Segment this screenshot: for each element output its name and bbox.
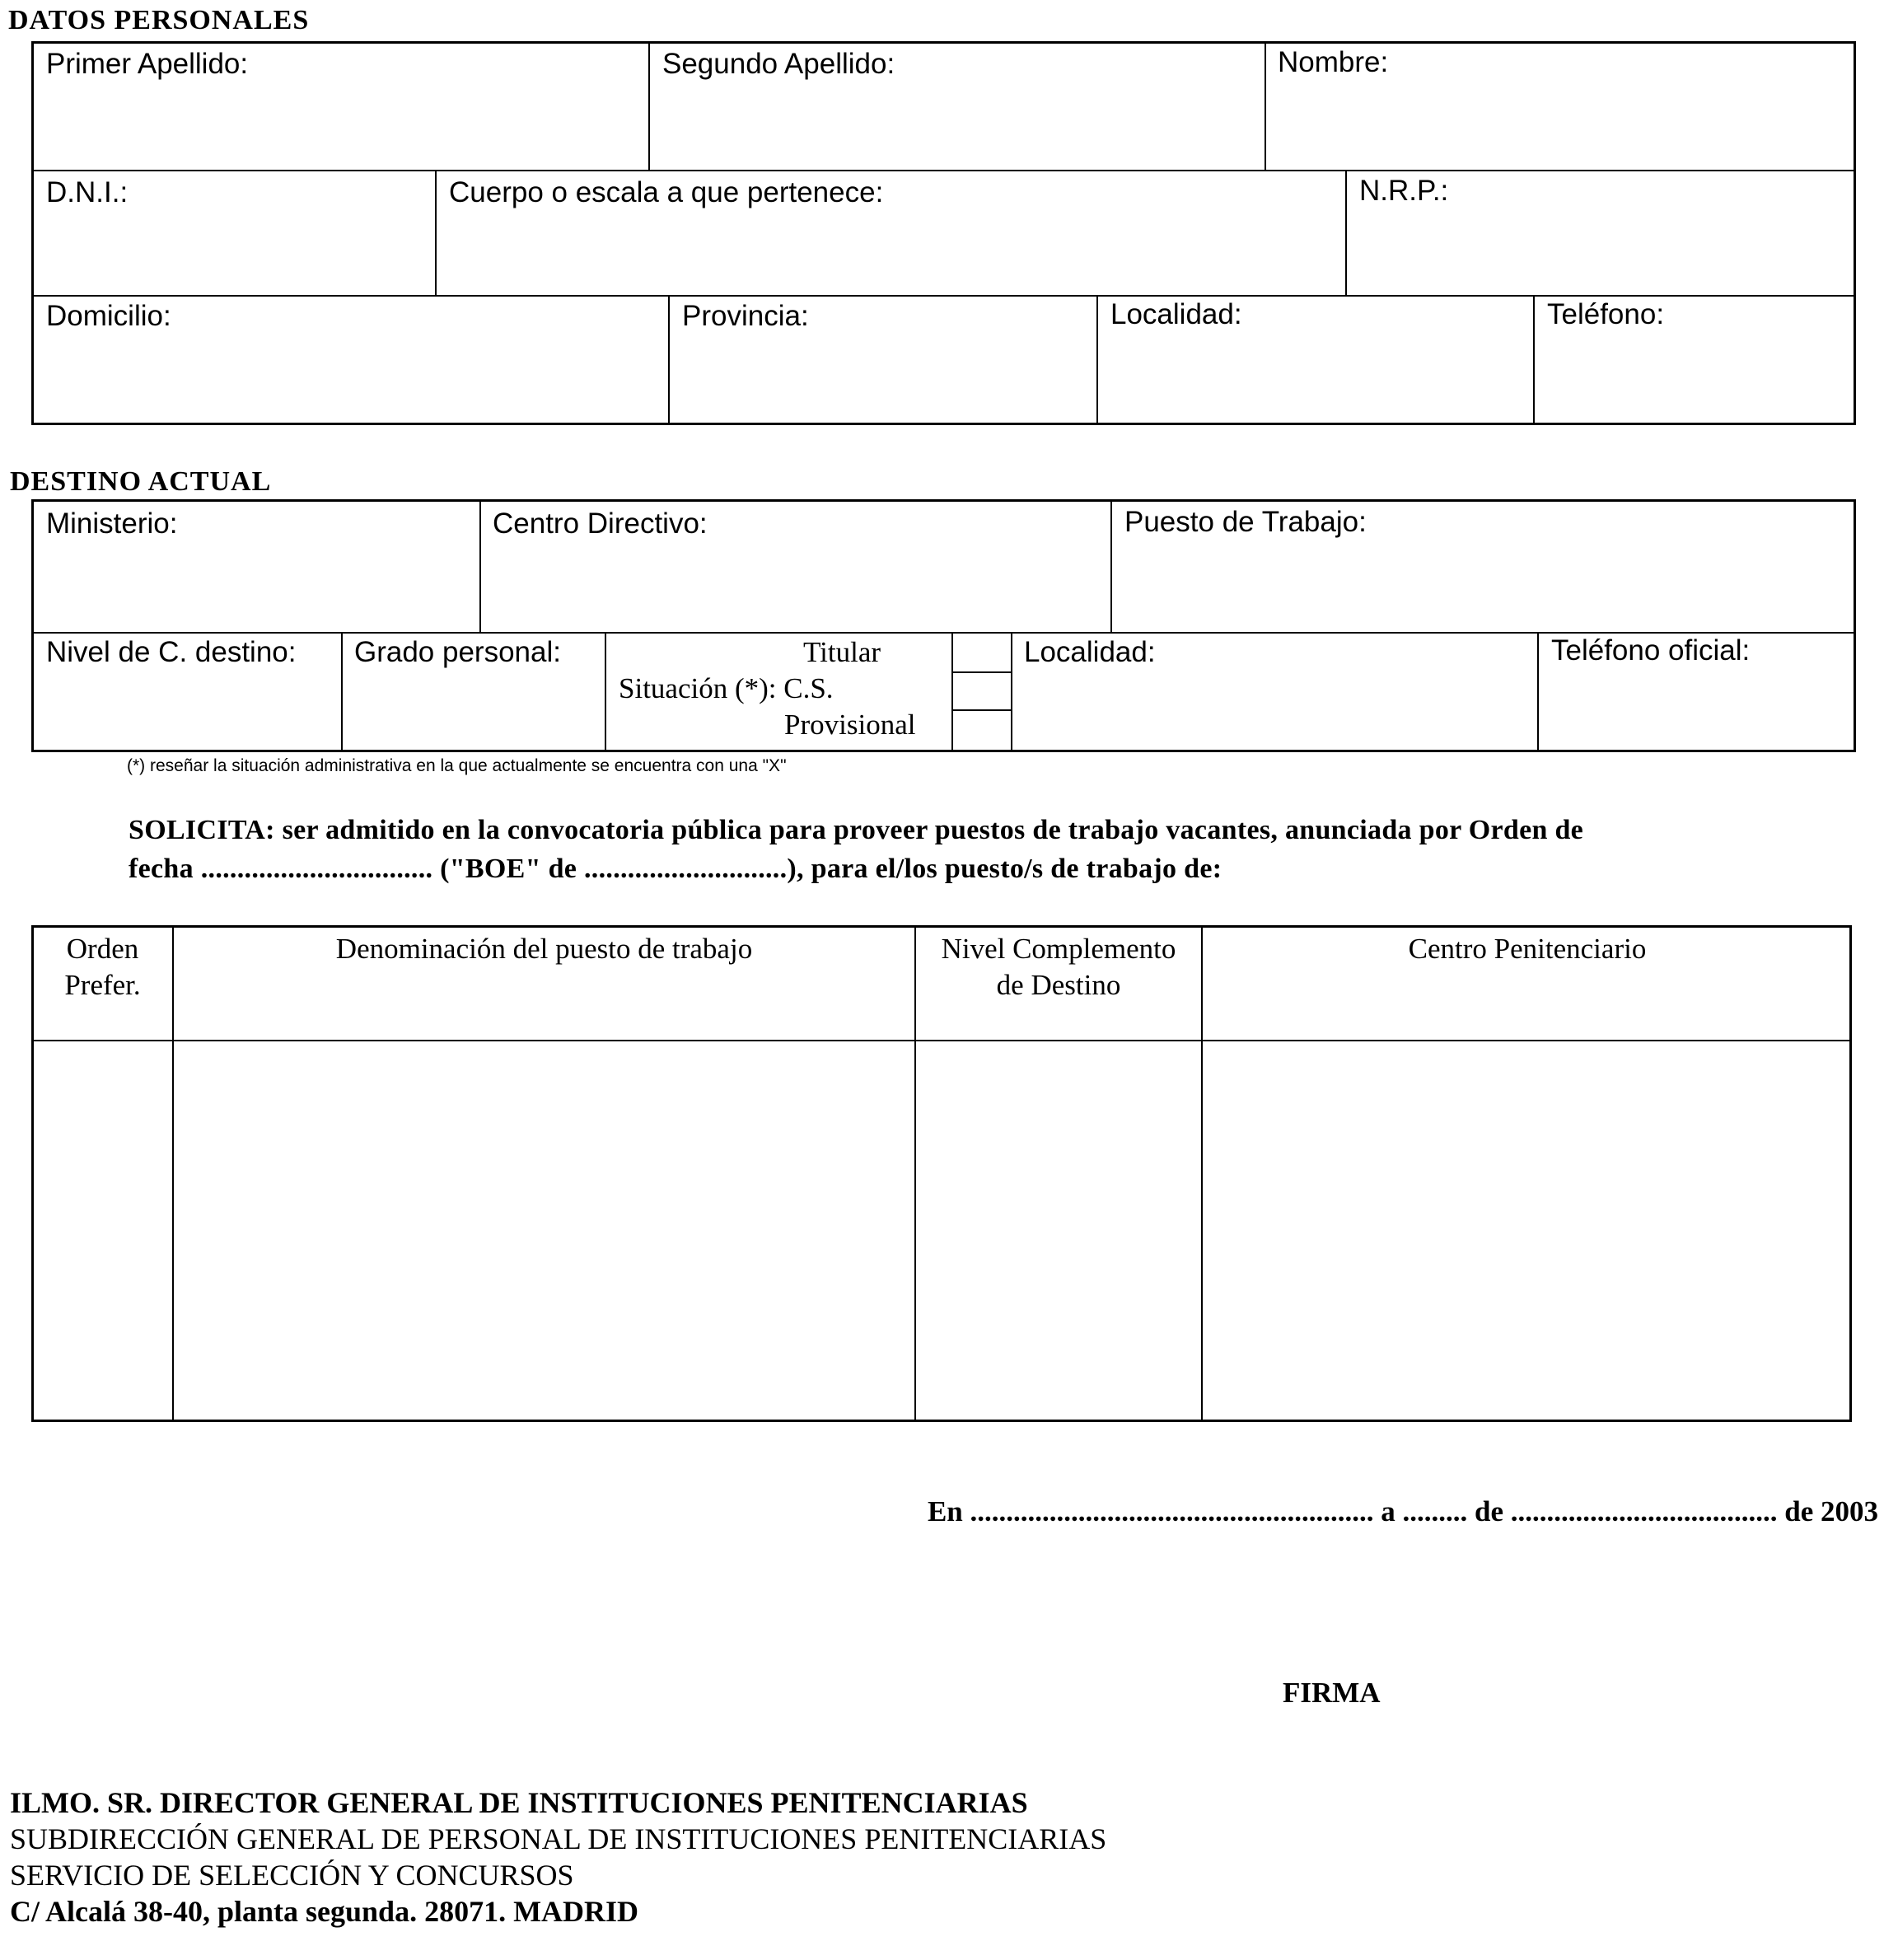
situacion-titular-label: Titular <box>803 636 881 668</box>
titular-checkbox[interactable] <box>954 634 1010 671</box>
provincia-field[interactable]: Provincia: <box>682 300 809 332</box>
col-denominacion: Denominación del puesto de trabajo <box>335 933 753 965</box>
col-orden-prefer: Orden Prefer. <box>64 933 141 1001</box>
orden-prefer-cell[interactable] <box>34 1042 171 1420</box>
nrp-field[interactable]: N.R.P.: <box>1359 175 1449 207</box>
address-line-2: SUBDIRECCIÓN GENERAL DE PERSONAL DE INSTITUCIONES PENITENCIARIAS <box>10 1822 1107 1855</box>
datos-personales-box <box>31 41 1856 425</box>
divider <box>1011 632 1012 752</box>
telefono-oficial-field[interactable]: Teléfono oficial: <box>1551 634 1751 667</box>
divider <box>435 170 437 296</box>
divider <box>172 925 174 1422</box>
fecha-line: En ........................................................ a ......... de ..................................... de 2003 <box>927 1495 1878 1527</box>
solicita-line-2: fecha ................................ ("BOE" de ............................), para el/los puesto/s de trabajo de: <box>129 854 1222 884</box>
divider <box>479 499 481 633</box>
divider <box>1096 295 1098 425</box>
address-line-1: ILMO. SR. DIRECTOR GENERAL DE INSTITUCIONES PENITENCIARIAS <box>10 1786 1028 1819</box>
centro-penitenciario-cell[interactable] <box>1204 1042 1849 1420</box>
divider <box>668 295 670 425</box>
localidad-field[interactable]: Localidad: <box>1110 298 1242 330</box>
localidad-destino-field[interactable]: Localidad: <box>1024 636 1156 668</box>
provisional-checkbox[interactable] <box>954 711 1010 751</box>
situacion-footnote: (*) reseñar la situación administrativa en la que actualmente se encuentra con una "X" <box>127 756 787 775</box>
divider <box>648 41 650 171</box>
divider <box>1345 170 1347 296</box>
destino-actual-box <box>31 499 1856 752</box>
telefono-field[interactable]: Teléfono: <box>1547 298 1665 330</box>
col-nivel-cd: Nivel Complemento de Destino <box>941 933 1176 1001</box>
divider <box>1533 295 1535 425</box>
divider <box>341 632 343 752</box>
cs-checkbox[interactable] <box>954 673 1010 709</box>
divider <box>31 295 1856 297</box>
destino-actual-title: DESTINO ACTUAL <box>10 466 272 497</box>
situacion-provisional-label: Provisional <box>784 709 916 741</box>
segundo-apellido-field[interactable]: Segundo Apellido: <box>662 48 895 80</box>
divider <box>31 170 1856 171</box>
denominacion-cell[interactable] <box>175 1042 913 1420</box>
dni-field[interactable]: D.N.I.: <box>46 176 129 208</box>
grado-personal-field[interactable]: Grado personal: <box>354 636 561 668</box>
situacion-label: Situación (*): C.S. <box>619 672 834 704</box>
primer-apellido-field[interactable]: Primer Apellido: <box>46 48 249 80</box>
address-line-3: SERVICIO DE SELECCIÓN Y CONCURSOS <box>10 1859 574 1892</box>
divider <box>914 925 916 1422</box>
cuerpo-escala-field[interactable]: Cuerpo o escala a que pertenece: <box>449 176 884 208</box>
ministerio-field[interactable]: Ministerio: <box>46 508 178 540</box>
divider <box>951 632 953 752</box>
firma-label: FIRMA <box>1283 1677 1381 1709</box>
address-line-4: C/ Alcalá 38-40, planta segunda. 28071. MADRID <box>10 1895 639 1928</box>
divider <box>1110 499 1112 633</box>
domicilio-field[interactable]: Domicilio: <box>46 300 171 332</box>
divider <box>1265 41 1266 171</box>
centro-directivo-field[interactable]: Centro Directivo: <box>493 508 708 540</box>
divider <box>31 632 1856 634</box>
nombre-field[interactable]: Nombre: <box>1278 46 1389 78</box>
datos-personales-title: DATOS PERSONALES <box>8 5 310 35</box>
nivel-cd-field[interactable]: Nivel de C. destino: <box>46 636 297 668</box>
divider <box>1201 925 1203 1422</box>
puesto-trabajo-field[interactable]: Puesto de Trabajo: <box>1124 506 1367 538</box>
col-centro-penitenciario: Centro Penitenciario <box>1408 933 1647 965</box>
divider <box>31 1040 1852 1041</box>
divider <box>1537 632 1539 752</box>
solicita-line-1: SOLICITA: ser admitido en la convocatoria pública para proveer puestos de trabajo vacantes, anunciada por Orden de <box>129 815 1584 845</box>
divider <box>605 632 606 752</box>
nivel-cd-cell[interactable] <box>917 1042 1199 1420</box>
